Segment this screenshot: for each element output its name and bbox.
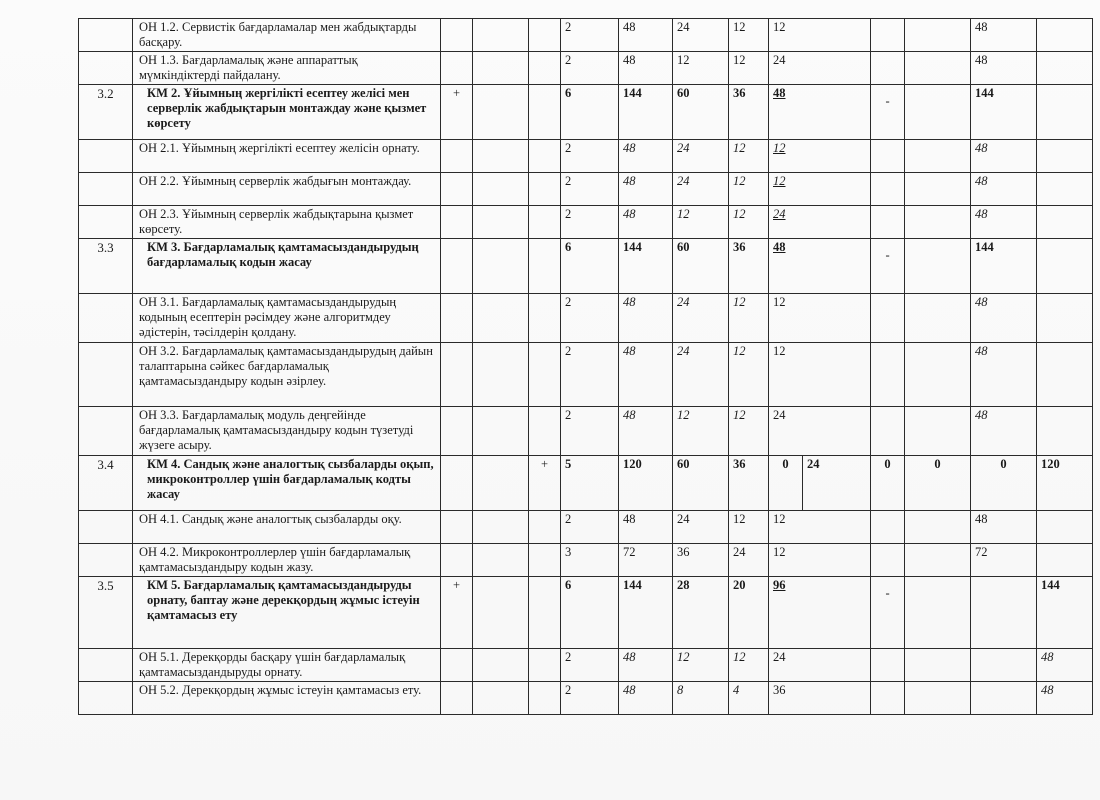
hours-cell: 144 bbox=[619, 239, 673, 294]
total-cell: 144 bbox=[971, 239, 1037, 294]
total-cell: 48 bbox=[971, 52, 1037, 85]
table-row bbox=[79, 511, 1093, 544]
hours-cell: 48 bbox=[619, 52, 673, 85]
table-row bbox=[79, 649, 1093, 682]
total-cell: 48 bbox=[971, 294, 1037, 343]
hours-cell: 48 bbox=[619, 140, 673, 173]
theory-cell: 24 bbox=[673, 511, 729, 544]
table-row bbox=[79, 407, 1093, 456]
total-cell: 72 bbox=[971, 544, 1037, 577]
dash-mark: - bbox=[885, 248, 890, 262]
practice-cell: 24 bbox=[769, 407, 871, 456]
lab-cell: 12 bbox=[729, 343, 769, 407]
theory-cell: 60 bbox=[673, 85, 729, 140]
practice-cell: 36 bbox=[769, 682, 871, 715]
lab-cell: 20 bbox=[729, 577, 769, 649]
theory-cell: 24 bbox=[673, 173, 729, 206]
hours-cell: 48 bbox=[619, 511, 673, 544]
table-row bbox=[79, 19, 1093, 52]
credits-cell: 2 bbox=[561, 294, 619, 343]
module-title: КМ 4. Сандық және аналогтық сызбаларды оқып, микроконтроллер үшін бағдарламалық кодты жасау bbox=[133, 456, 441, 511]
outcome-title: ОН 2.3. Ұйымның серверлік жабдықтарына қызмет көрсету. bbox=[133, 206, 441, 239]
total-cell: 144 bbox=[1037, 577, 1093, 649]
practice-cell: 12 bbox=[769, 343, 871, 407]
credits-cell: 2 bbox=[561, 343, 619, 407]
module-title: КМ 2. Ұйымның жергілікті есептеу желісі мен серверлік жабдықтарын монтаждау және қызмет көрсету bbox=[133, 85, 441, 140]
practice-cell: 12 bbox=[769, 294, 871, 343]
hours-cell: 48 bbox=[619, 294, 673, 343]
credits-cell: 2 bbox=[561, 52, 619, 85]
hours-cell: 144 bbox=[619, 85, 673, 140]
credits-cell: 6 bbox=[561, 239, 619, 294]
practice-cell: 96 bbox=[769, 577, 871, 649]
table-row bbox=[79, 294, 1093, 343]
hours-cell: 48 bbox=[619, 343, 673, 407]
practice-cell: 48 bbox=[769, 85, 871, 140]
lab-cell: 12 bbox=[729, 649, 769, 682]
zero-cell: 0 bbox=[971, 456, 1037, 511]
table-row bbox=[79, 682, 1093, 715]
total-cell: 120 bbox=[1037, 456, 1093, 511]
lab-cell: 12 bbox=[729, 294, 769, 343]
total-cell: 48 bbox=[971, 173, 1037, 206]
lab-cell: 12 bbox=[729, 511, 769, 544]
credits-cell: 2 bbox=[561, 511, 619, 544]
lab-cell: 12 bbox=[729, 173, 769, 206]
outcome-title: ОН 2.1. Ұйымның жергілікті есептеу желісін орнату. bbox=[133, 140, 441, 173]
outcome-title: ОН 1.2. Сервистік бағдарламалар мен жабдықтарды басқару. bbox=[133, 19, 441, 52]
credits-cell: 6 bbox=[561, 577, 619, 649]
zero-cell: 0 bbox=[905, 456, 971, 511]
credits-cell: 2 bbox=[561, 682, 619, 715]
practice-cell: 12 bbox=[769, 511, 871, 544]
theory-cell: 28 bbox=[673, 577, 729, 649]
table-row bbox=[79, 173, 1093, 206]
hours-cell: 48 bbox=[619, 206, 673, 239]
credits-cell: 2 bbox=[561, 407, 619, 456]
plus-mark: + bbox=[441, 85, 473, 140]
hours-cell: 48 bbox=[619, 649, 673, 682]
theory-cell: 12 bbox=[673, 649, 729, 682]
table-row bbox=[79, 52, 1093, 85]
outcome-title: ОН 3.2. Бағдарламалық қамтамасыздандырудың дайын талаптарына сәйкес бағдарламалық қамтамасыздандыру кодын әзірлеу. bbox=[133, 343, 441, 407]
total-cell: 48 bbox=[971, 19, 1037, 52]
total-cell: 48 bbox=[971, 140, 1037, 173]
credits-cell: 2 bbox=[561, 206, 619, 239]
module-index: 3.5 bbox=[79, 577, 133, 649]
total-cell: 48 bbox=[971, 206, 1037, 239]
theory-cell: 24 bbox=[673, 294, 729, 343]
module-index: 3.2 bbox=[79, 85, 133, 140]
total-cell: 48 bbox=[1037, 682, 1093, 715]
total-cell: 48 bbox=[1037, 649, 1093, 682]
hours-cell: 48 bbox=[619, 19, 673, 52]
plus-mark: + bbox=[441, 577, 473, 649]
outcome-title: ОН 3.3. Бағдарламалық модуль деңгейінде бағдарламалық қамтамасыздандыру кодын түзетуді жүзеге асыру. bbox=[133, 407, 441, 456]
total-cell: 144 bbox=[971, 85, 1037, 140]
hours-cell: 120 bbox=[619, 456, 673, 511]
outcome-title: ОН 3.1. Бағдарламалық қамтамасыздандырудың кодының есептерін рәсімдеу және алгоритмдеу әдістерін, тәсілдерін қолдану. bbox=[133, 294, 441, 343]
credits-cell: 6 bbox=[561, 85, 619, 140]
practice-cell: 24 bbox=[769, 52, 871, 85]
credits-cell: 3 bbox=[561, 544, 619, 577]
module-index: 3.4 bbox=[79, 456, 133, 511]
total-cell: 48 bbox=[971, 407, 1037, 456]
table-row bbox=[79, 140, 1093, 173]
total-cell: 48 bbox=[971, 343, 1037, 407]
practice-cell: 48 bbox=[769, 239, 871, 294]
dash-mark: - bbox=[885, 586, 890, 600]
theory-cell: 24 bbox=[673, 140, 729, 173]
practice-cell: 24 bbox=[803, 456, 871, 511]
theory-cell: 12 bbox=[673, 407, 729, 456]
lab-cell: 12 bbox=[729, 140, 769, 173]
theory-cell: 60 bbox=[673, 239, 729, 294]
theory-cell: 12 bbox=[673, 206, 729, 239]
lab-cell: 12 bbox=[729, 206, 769, 239]
outcome-title: ОН 5.1. Дерекқорды басқару үшін бағдарламалық қамтамасыздандыруды орнату. bbox=[133, 649, 441, 682]
outcome-title: ОН 2.2. Ұйымның серверлік жабдығын монтаждау. bbox=[133, 173, 441, 206]
lab-cell: 36 bbox=[729, 456, 769, 511]
lab-cell: 12 bbox=[729, 19, 769, 52]
zero-cell: 0 bbox=[769, 456, 803, 511]
outcome-title: ОН 5.2. Дерекқордың жұмыс істеуін қамтамасыз ету. bbox=[133, 682, 441, 715]
hours-cell: 72 bbox=[619, 544, 673, 577]
theory-cell: 12 bbox=[673, 52, 729, 85]
credits-cell: 2 bbox=[561, 649, 619, 682]
theory-cell: 24 bbox=[673, 343, 729, 407]
outcome-title: ОН 4.1. Сандық және аналогтық сызбаларды оқу. bbox=[133, 511, 441, 544]
dash-mark: - bbox=[885, 94, 890, 108]
curriculum-table bbox=[78, 18, 1093, 715]
practice-cell: 12 bbox=[769, 140, 871, 173]
practice-cell: 12 bbox=[769, 544, 871, 577]
lab-cell: 12 bbox=[729, 52, 769, 85]
theory-cell: 36 bbox=[673, 544, 729, 577]
module-index: 3.3 bbox=[79, 239, 133, 294]
hours-cell: 144 bbox=[619, 577, 673, 649]
table-row bbox=[79, 343, 1093, 407]
hours-cell: 48 bbox=[619, 173, 673, 206]
module-title: КМ 5. Бағдарламалық қамтамасыздандыруды орнату, баптау және дерекқордың жұмыс істеуін қамтамасыз ету bbox=[133, 577, 441, 649]
lab-cell: 4 bbox=[729, 682, 769, 715]
practice-cell: 12 bbox=[769, 19, 871, 52]
theory-cell: 60 bbox=[673, 456, 729, 511]
total-cell: 48 bbox=[971, 511, 1037, 544]
credits-cell: 2 bbox=[561, 173, 619, 206]
index-cell bbox=[79, 19, 133, 52]
table-row bbox=[79, 206, 1093, 239]
module-row bbox=[79, 577, 1093, 649]
outcome-title: ОН 4.2. Микроконтроллерлер үшін бағдарламалық қамтамасыздандыру кодын жазу. bbox=[133, 544, 441, 577]
hours-cell: 48 bbox=[619, 407, 673, 456]
lab-cell: 12 bbox=[729, 407, 769, 456]
hours-cell: 48 bbox=[619, 682, 673, 715]
lab-cell: 36 bbox=[729, 85, 769, 140]
practice-cell: 24 bbox=[769, 206, 871, 239]
practice-cell: 24 bbox=[769, 649, 871, 682]
credits-cell: 2 bbox=[561, 140, 619, 173]
module-row bbox=[79, 85, 1093, 140]
lab-cell: 24 bbox=[729, 544, 769, 577]
theory-cell: 8 bbox=[673, 682, 729, 715]
module-title: КМ 3. Бағдарламалық қамтамасыздандырудың бағдарламалық кодын жасау bbox=[133, 239, 441, 294]
outcome-title: ОН 1.3. Бағдарламалық және аппараттық мүмкіндіктерді пайдалану. bbox=[133, 52, 441, 85]
module-row bbox=[79, 456, 1093, 511]
plus-mark: + bbox=[529, 456, 561, 511]
theory-cell: 24 bbox=[673, 19, 729, 52]
practice-cell: 12 bbox=[769, 173, 871, 206]
lab-cell: 36 bbox=[729, 239, 769, 294]
zero-cell: 0 bbox=[871, 456, 905, 511]
credits-cell: 2 bbox=[561, 19, 619, 52]
module-row bbox=[79, 239, 1093, 294]
table-row bbox=[79, 544, 1093, 577]
credits-cell: 5 bbox=[561, 456, 619, 511]
